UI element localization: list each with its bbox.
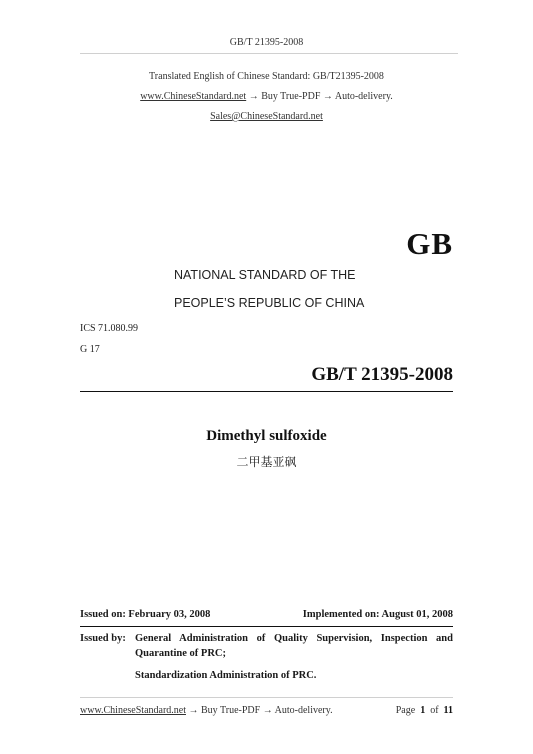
page-number: 1 xyxy=(420,705,426,716)
issuing-org-1: General Administration of Quality Supervision, Inspection and Quarantine of PRC; xyxy=(135,633,453,659)
footer-links xyxy=(80,705,333,716)
g-code: G 17 xyxy=(80,344,100,355)
issued-by-block xyxy=(80,631,453,683)
email-line xyxy=(0,111,533,122)
title-chinese: 二甲基亚砜 xyxy=(236,455,297,469)
arrow-icon: → xyxy=(262,705,273,716)
running-header: GB/T 21395-2008 xyxy=(229,37,304,48)
arrow-icon: → xyxy=(322,91,333,102)
footer-buy-text: Buy True-PDF xyxy=(201,705,261,716)
title-english: Dimethyl sulfoxide xyxy=(206,428,327,444)
email-link[interactable]: Sales@ChineseStandard.net xyxy=(210,111,323,122)
footer-auto-text: Auto-delivery. xyxy=(274,705,333,716)
issued-by-label: Issued by: xyxy=(80,633,126,644)
arrow-icon: → xyxy=(248,91,259,102)
header-divider xyxy=(80,53,458,54)
footer-website-link[interactable]: www.ChineseStandard.net xyxy=(80,705,186,716)
website-link[interactable]: www.ChineseStandard.net xyxy=(140,91,247,102)
footer-divider xyxy=(80,697,453,698)
dates-divider xyxy=(80,626,453,627)
code-divider xyxy=(80,391,453,392)
standard-code: GB/T 21395-2008 xyxy=(311,364,453,385)
page-total: 11 xyxy=(443,705,453,716)
translation-notice: Translated English of Chinese Standard: GB/T21395-2008 xyxy=(149,71,384,82)
implemented-on-date: Implemented on: August 01, 2008 xyxy=(302,609,453,620)
page-label: Page xyxy=(395,705,416,716)
issuing-org-2: Standardization Administration of PRC. xyxy=(135,670,317,681)
arrow-icon: → xyxy=(188,705,199,716)
ics-code: ICS 71.080.99 xyxy=(80,323,139,334)
auto-delivery-text: Auto-delivery. xyxy=(334,91,393,102)
of-label: of xyxy=(430,705,439,716)
national-standard-line1: NATIONAL STANDARD OF THE xyxy=(174,268,356,282)
purchase-line xyxy=(0,91,533,102)
page-indicator xyxy=(396,705,453,716)
national-standard-line2: PEOPLE’S REPUBLIC OF CHINA xyxy=(174,296,365,310)
buy-text: Buy True-PDF xyxy=(261,91,321,102)
issued-on-date: Issued on: February 03, 2008 xyxy=(80,609,211,620)
gb-logo: GB xyxy=(406,226,453,261)
